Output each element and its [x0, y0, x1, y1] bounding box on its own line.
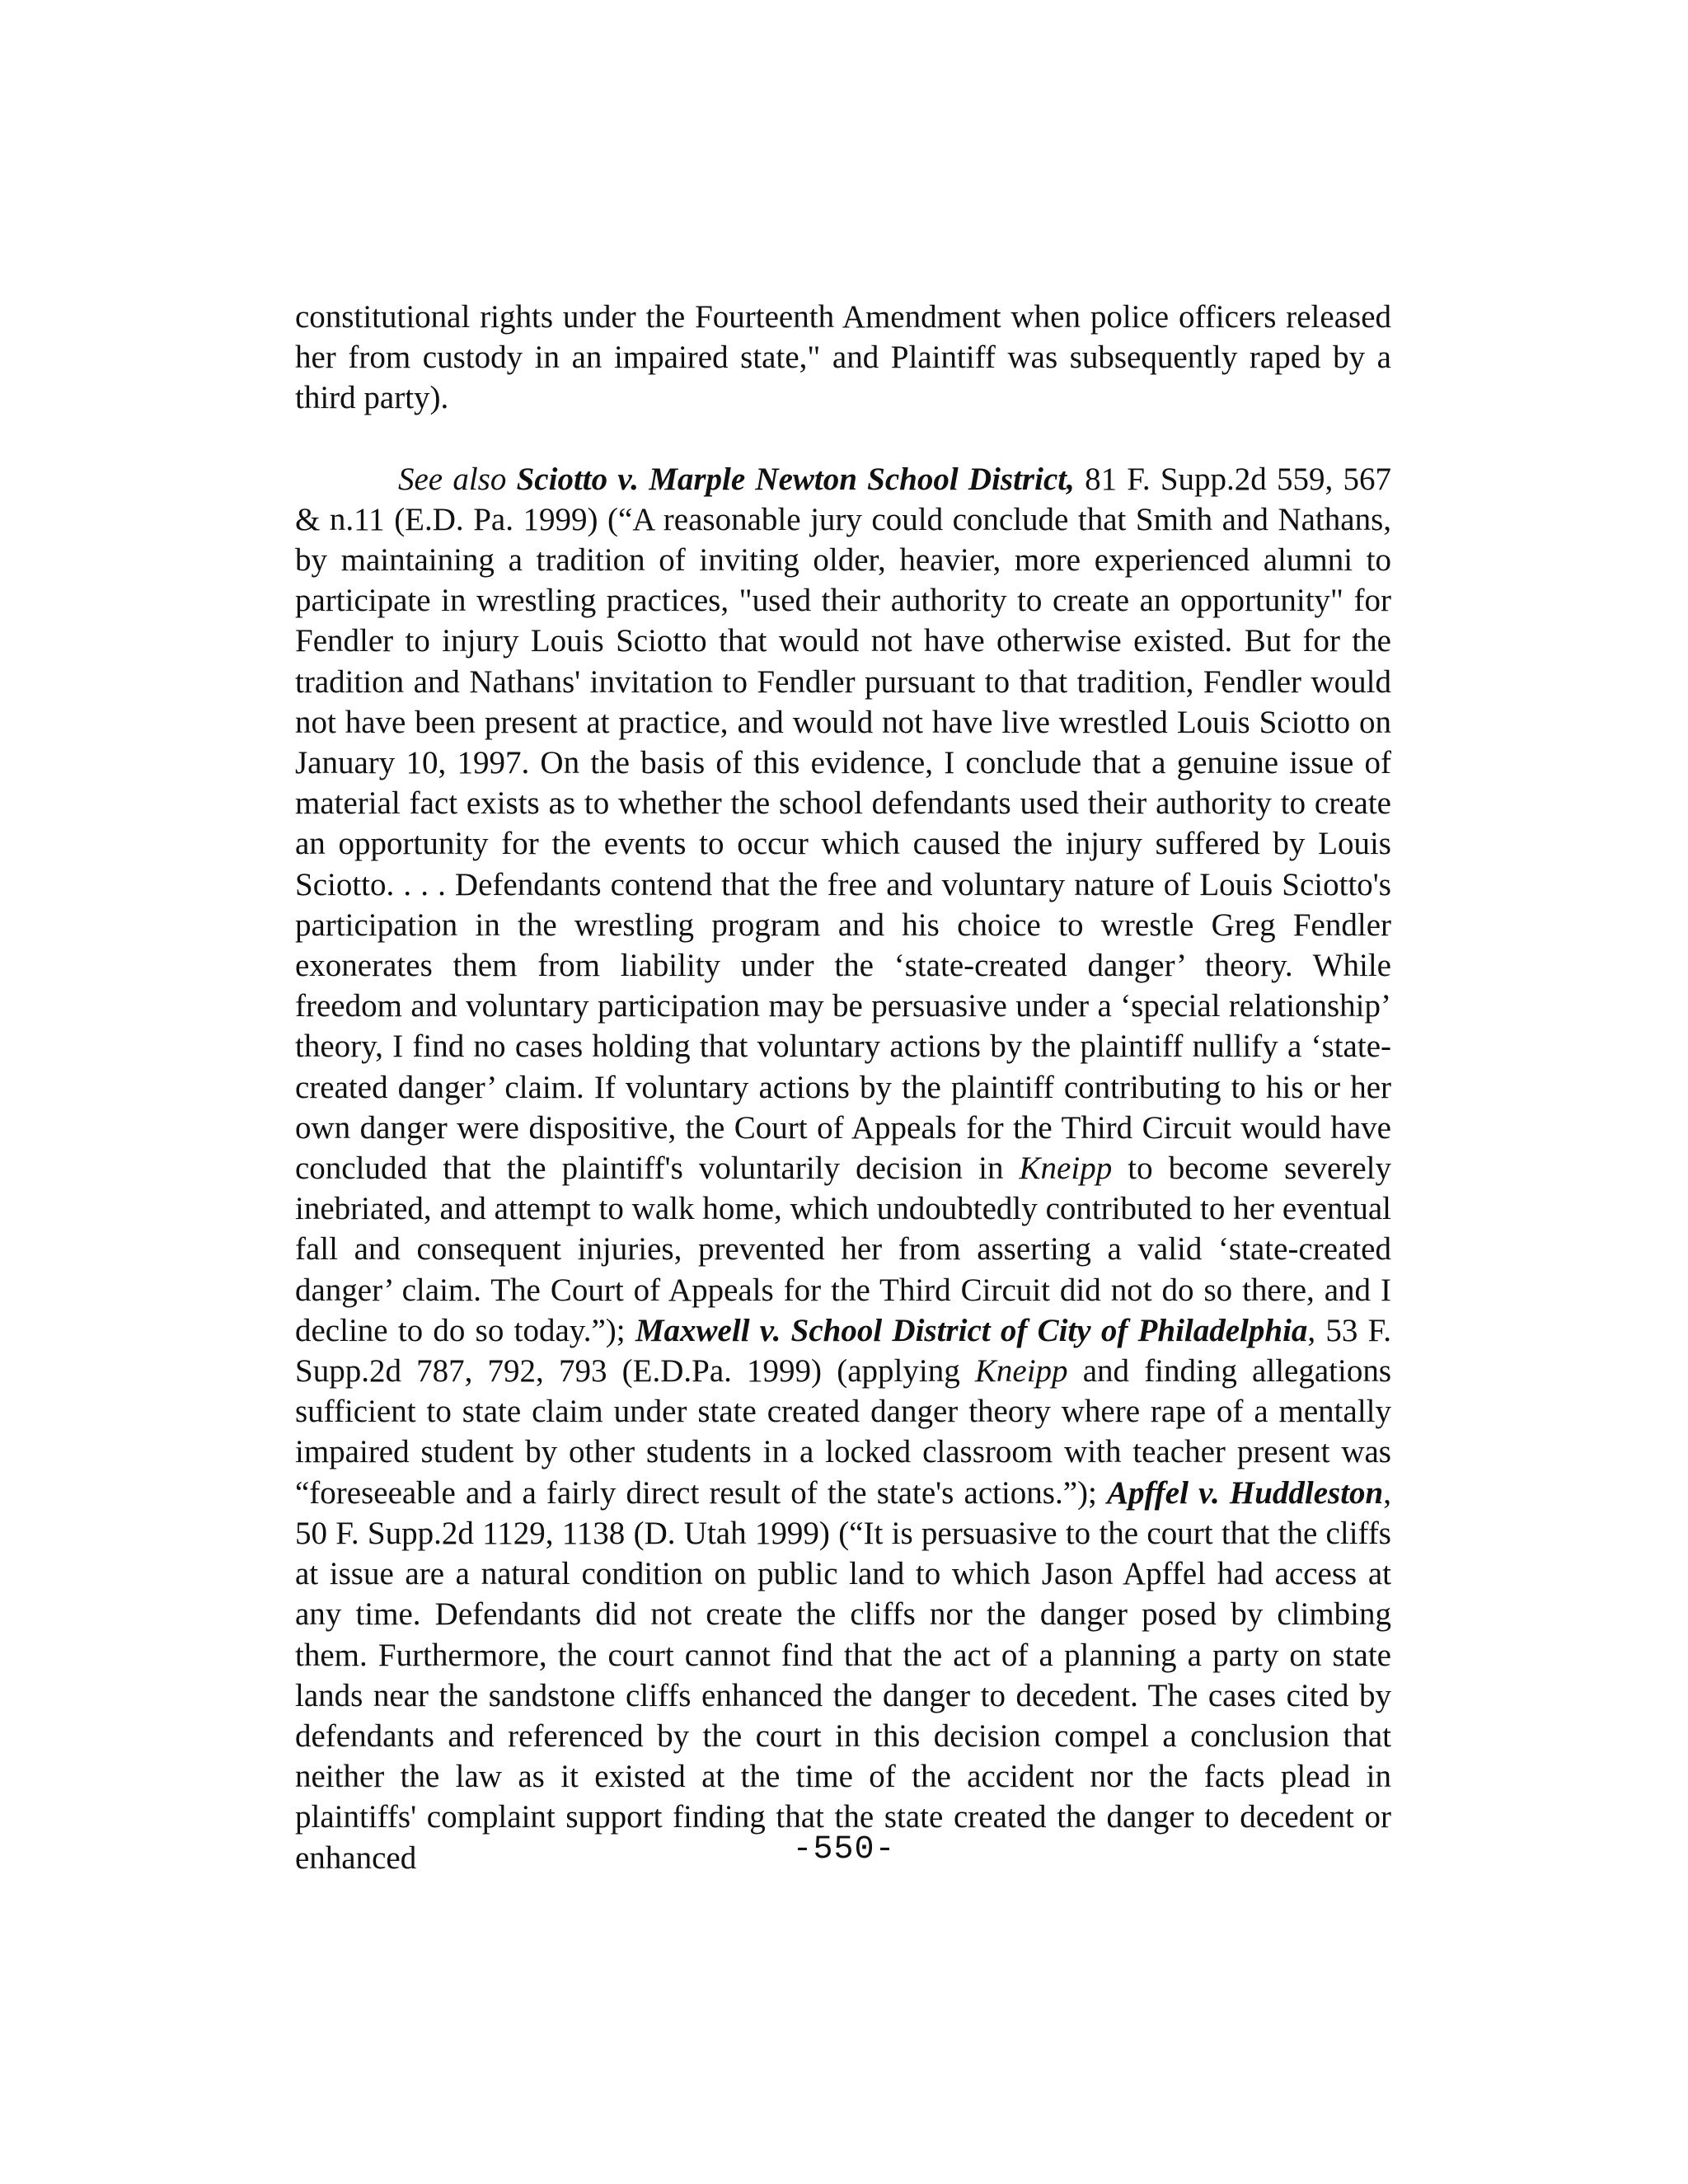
text-run: to become severely inebriated, and attempt to walk home, which undoubtedly contributed to her eventual fall and consequent injuries, prevented her from asserting a valid ‘state-created danger’ claim. The Court of Appeals for the Third Circuit did not do so there, and I decline to do so today.”); [295, 1151, 1391, 1348]
case-name-apffel: Apffel v. Huddleston [1107, 1474, 1384, 1511]
signal-see-also: See also [398, 461, 507, 497]
case-ref-kneipp: Kneipp [974, 1353, 1068, 1390]
case-name-sciotto: Sciotto v. Marple Newton School District, [516, 461, 1075, 497]
text-run: and finding allegations sufficient to state claim under state created danger theory where rape of a mentally impaired student by other students in a locked classroom with teacher present was “foreseeable and a fairly direct result of the state's actions.”); [295, 1353, 1391, 1511]
case-ref-kneipp: Kneipp [1019, 1151, 1113, 1187]
body-text [295, 297, 1391, 1878]
page-number: -550- [792, 1831, 896, 1868]
text-run: , 53 F. Supp.2d 787, 792, 793 (E.D.Pa. 1999) (applying [295, 1312, 1391, 1390]
paragraph-see-also [295, 459, 1391, 1878]
paragraph-continuation: constitutional rights under the Fourteenth Amendment when police officers released her from custody in an impaired state," and Plaintiff was subsequently raped by a third party). [295, 299, 1391, 416]
case-name-maxwell: Maxwell v. School District of City of Philadelphia [635, 1312, 1308, 1348]
text-run [506, 462, 516, 497]
text-run: , 50 F. Supp.2d 1129, 1138 (D. Utah 1999) (“It is persuasive to the court that the cliffs at issue are a natural condition on public land to which Jason Apffel had access at any time. Defendants did not create the cliffs nor the danger posed by climbing them. Furthermore, the court cannot find that the act of a planning a party on state lands near the sandstone cliffs enhanced the danger to decedent. The cases cited by defendants and referenced by the court in this decision compel a conclusion that neither the law as it existed at the time of the accident nor the facts plead in plaintiffs' complaint support finding that the state created the danger to decedent or enhanced [295, 1474, 1391, 1876]
text-run: 81 F. Supp.2d 559, 567 & n.11 (E.D. Pa. 1999) (“A reasonable jury could conclude that Smith and Nathans, by maintaining a tradition of inviting older, heavier, more experienced alumni to participate in wrestling practices, "used their authority to create an opportunity" for Fendler to injury Louis Sciotto that would not have otherwise existed. But for the tradition and Nathans' invitation to Fendler pursuant to that tradition, Fendler would not have been present at practice, and would not have live wrestled Louis Sciotto on January 10, 1997. On the basis of this evidence, I conclude that a genuine issue of material fact exists as to whether the school defendants used their authority to create an opportunity for the events to occur which caused the injury suffered by Louis Sciotto. . . . Defendants contend that the free and voluntary nature of Louis Sciotto's participation in the wrestling program and his choice to wrestle Greg Fendler exonerates them from liability under the ‘state-created danger’ theory. While freedom and voluntary participation may be persuasive under a ‘special relationship’ theory, I find no cases holding that voluntary actions by the plaintiff nullify a ‘state-created danger’ claim. If voluntary actions by the plaintiff contributing to his or her own danger were dispositive, the Court of Appeals for the Third Circuit would have concluded that the plaintiff's voluntarily decision in [295, 461, 1392, 1187]
